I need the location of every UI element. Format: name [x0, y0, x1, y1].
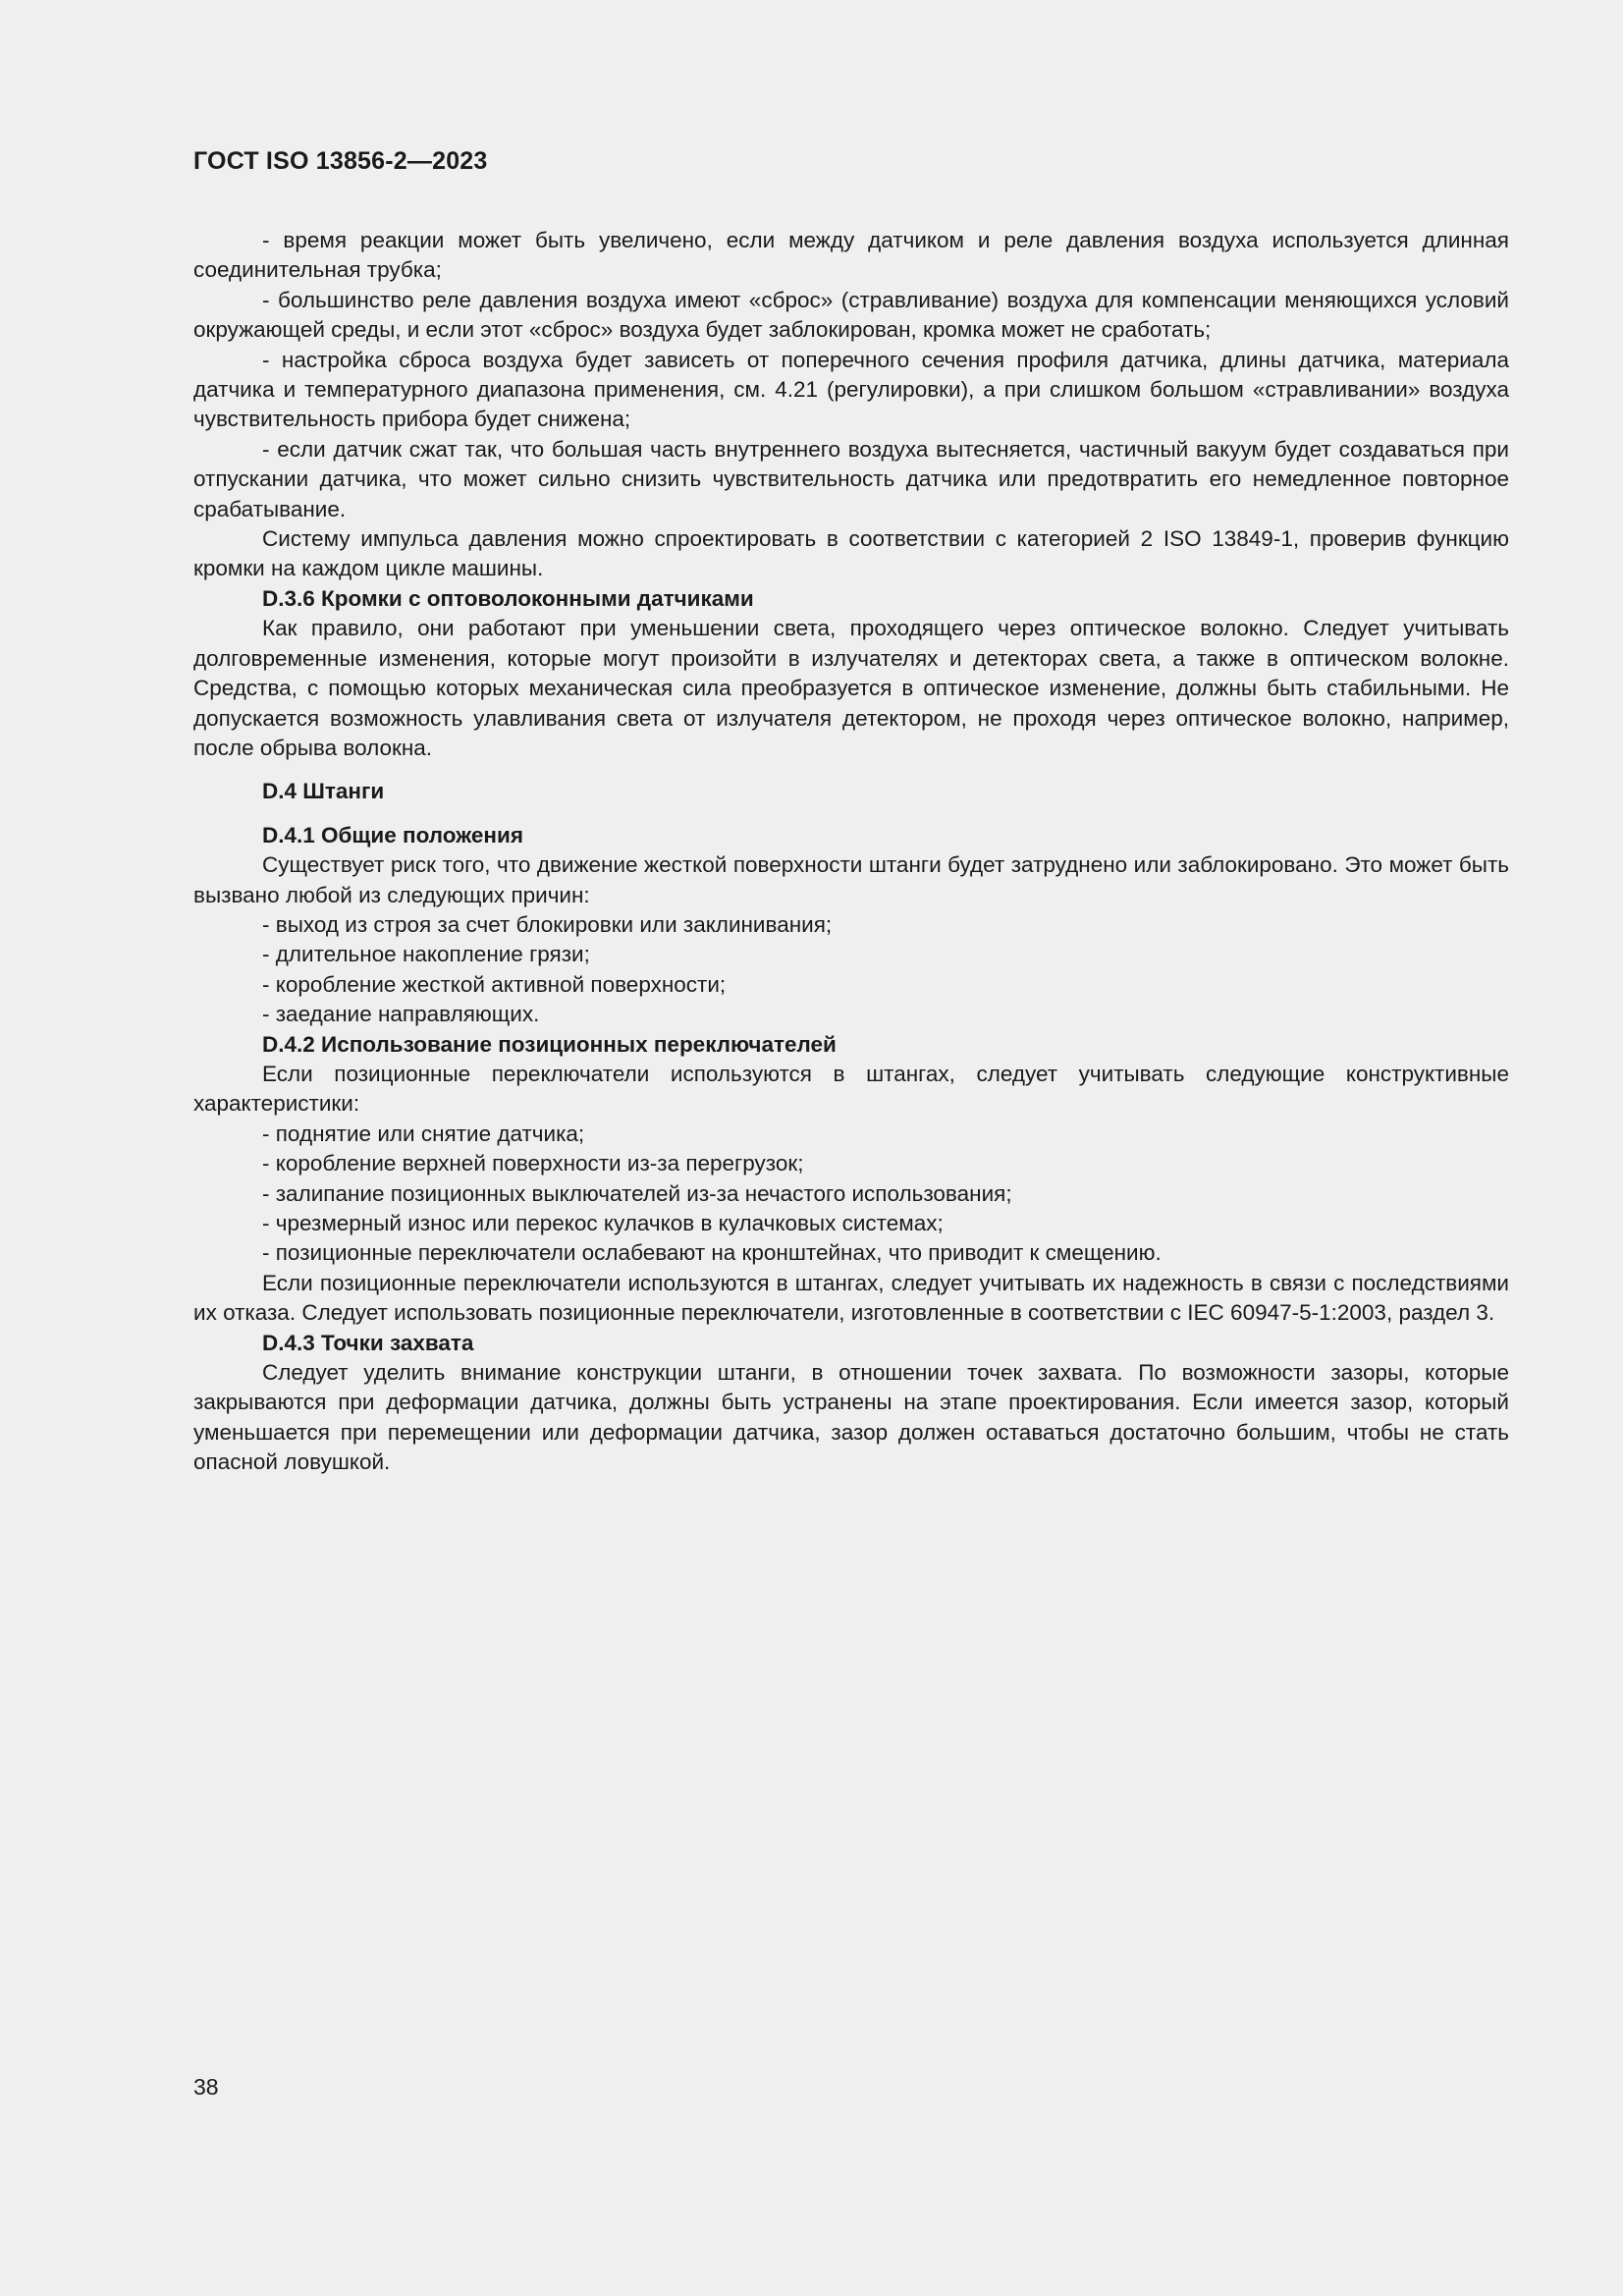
bullet-air-release: - большинство реле давления воздуха имеют «сброс» (стравливание) воздуха для компенсации меняющихся условий окружающей среды, и если этот «сброс» воздуха будет заблокирован, кромка может не сработать; — [193, 287, 1509, 343]
section-heading-d4: D.4 Штанги — [262, 779, 385, 804]
paragraph-risk: Существует риск того, что движение жесткой поверхности штанги будет затруднено или заблокировано. Это может быть вызвано любой из следующих причин: — [193, 852, 1509, 907]
bullet-release-adjustment: - настройка сброса воздуха будет зависеть от поперечного сечения профиля датчика, длины датчика, материала датчика и температурного диапазона применения, см. 4.21 (регулировки), а при слишком большом «стравливании» воздуха чувствительность прибора будет снижена; — [193, 347, 1509, 432]
section-heading-d41: D.4.1 Общие положения — [262, 822, 523, 847]
bullet-lifting: - поднятие или снятие датчика; — [262, 1121, 585, 1146]
bullet-partial-vacuum: - если датчик сжат так, что большая часть внутреннего воздуха вытесняется, частичный вакуум будет создаваться при отпускании датчика, что может сильно снизить чувствительность датчика или предотвратить его немедленное повторное срабатывание. — [193, 436, 1509, 521]
section-heading-d36: D.3.6 Кромки с оптоволоконными датчиками — [262, 585, 754, 611]
paragraph-position-switches: Если позиционные переключатели используются в штангах, следует учитывать следующие конструктивные характеристики: — [193, 1061, 1509, 1117]
document-header: ГОСТ ISO 13856-2—2023 — [193, 147, 488, 175]
bullet-dirt: - длительное накопление грязи; — [262, 942, 590, 967]
section-heading-d43: D.4.3 Точки захвата — [262, 1330, 474, 1355]
section-heading-d42: D.4.2 Использование позиционных переключателей — [262, 1031, 837, 1057]
page-number: 38 — [193, 2074, 219, 2100]
paragraph-trap-points: Следует уделить внимание конструкции штанги, в отношении точек захвата. По возможности зазоры, которые закрываются при деформации датчика, должны быть устранены на этапе проектирования. Если имеется зазор, который уменьшается при перемещении или деформации датчика, зазор должен оставаться достаточно большим, чтобы не стать опасной ловушкой. — [193, 1360, 1509, 1475]
bullet-reaction-time: - время реакции может быть увеличено, если между датчиком и реле давления воздуха используется длинная соединительная трубка; — [193, 228, 1509, 283]
bullet-sticking: - залипание позиционных выключателей из-за нечастого использования; — [262, 1180, 1012, 1206]
paragraph-fiber-optic: Как правило, они работают при уменьшении света, проходящего через оптическое волокно. Следует учитывать долговременные изменения, которые могут произойти в излучателях и детекторах света, а также в оптическом волокне. Средства, с помощью которых механическая сила преобразуется в оптическое изменение, должны быть стабильными. Не допускается возможность улавливания света от излучателя детектором, не проходя через оптическое волокно, например, после обрыва волокна. — [193, 616, 1509, 760]
bullet-jamming: - выход из строя за счет блокировки или заклинивания; — [262, 911, 833, 937]
bullet-warping: - коробление жесткой активной поверхности; — [262, 971, 727, 997]
paragraph-pressure-system: Систему импульса давления можно спроектировать в соответствии с категорией 2 ISO 13849-1, проверив функцию кромки на каждом цикле машины. — [193, 526, 1509, 581]
bullet-overload: - коробление верхней поверхности из-за перегрузок; — [262, 1151, 804, 1176]
paragraph-reliability: Если позиционные переключатели используются в штангах, следует учитывать их надежность в связи с последствиями их отказа. Следует использовать позиционные переключатели, изготовленные в соответствии с IEC 60947-5-1:2003, раздел 3. — [193, 1270, 1509, 1326]
bullet-cam-wear: - чрезмерный износ или перекос кулачков в кулачковых системах; — [262, 1211, 944, 1235]
bullet-bracket: - позиционные переключатели ослабевают на кронштейнах, что приводит к смещению. — [262, 1240, 1162, 1266]
page-body — [193, 226, 1509, 1478]
bullet-guides: - заедание направляющих. — [262, 1002, 540, 1027]
